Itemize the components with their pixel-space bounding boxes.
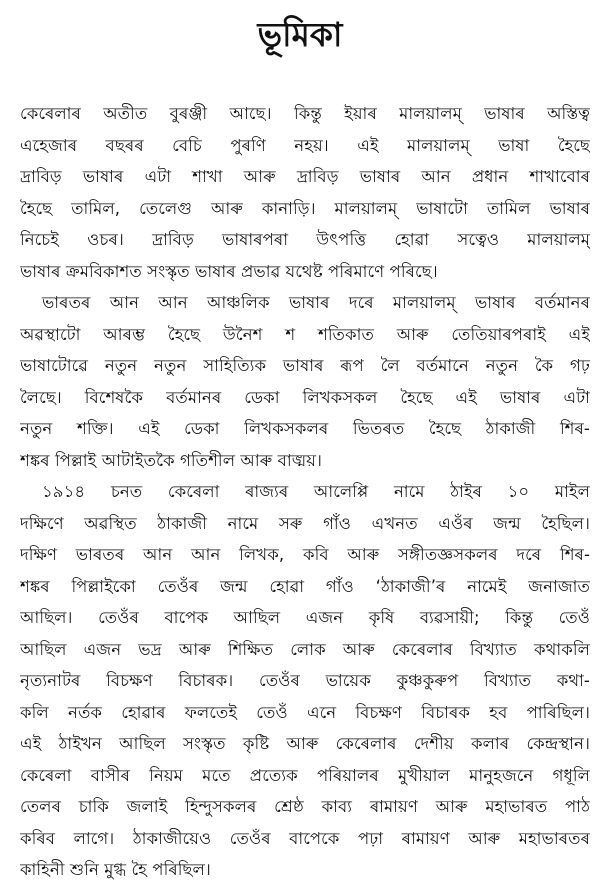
text-line: শঙ্কৰ পিল্লাই আটাইতকৈ গতিশীল আৰু বাঙ্ময়।: [20, 450, 323, 470]
text-line: নৃত্যনাটৰ বিচক্ষণ বিচাৰক। তেওঁৰ ভায়েক কুঞ্চকুৰুপ বিখ্যাত কথা-: [20, 671, 590, 690]
text-line: তেলৰ চাকি জলাই হিন্দুসকলৰ শ্ৰেষ্ঠ কাব্য ৰামায়ণ আৰু মহাভাৰত পাঠ: [20, 797, 590, 816]
text-line: হৈছে তামিল, তেলেগু আৰু কানাড়ি। মালয়ালম্‌ ভাষাটো তামিল ভাষাৰ: [20, 198, 590, 218]
text-line: কলি নৰ্তক হোৱাৰ ফলতেই তেওঁ এনে বিচক্ষণ বিচাৰক হব পাৰিছিল।: [20, 702, 590, 722]
text-line: কৰিব লাগে। ঠাকাজীয়েও তেওঁৰ বাপেকে পঢ়া ৰামায়ণ আৰু মহাভাৰতৰ: [20, 828, 590, 848]
text-line: শঙ্কৰ পিল্লাইকো তেওঁৰ জন্ম হোৱা গাঁও ‘ঠাকাজী’ৰ নামেই জনাজাত: [20, 576, 590, 596]
text-line: আছিল এজন ভদ্ৰ আৰু শিক্ষিত লোক আৰু কেৰেলাৰ বিখ্যাত কথাকলি: [20, 639, 590, 659]
text-line: নতুন শক্তি। এই ডেকা লিখকসকলৰ ভিতৰত হৈছে ঠাকাজী শিৰ-: [20, 419, 590, 438]
text-line: কেৰেলাৰ অতীত বুৰঞ্জী আছে। কিন্তু ইয়াৰ মালয়ালম্‌ ভাষাৰ অস্তিত্ব: [20, 104, 590, 123]
text-line: কাহিনী শুনি মুগ্ধ হৈ পৰিছিল।: [20, 860, 211, 879]
text-line: দ্ৰাবিড় ভাষাৰ এটা শাখা আৰু দ্ৰাবিড় ভাষাৰ আন প্ৰধান শাখাবোৰ: [20, 167, 590, 186]
text-line: ১৯১৪ চনত কেৰেলা ৰাজ্যৰ আলেপ্পি নামে ঠাইৰ ১০ মাইল: [42, 482, 590, 501]
text-line: দক্ষিণ ভাৰতৰ আন আন লিখক, কবি আৰু সঙ্গীতজ্ঞসকলৰ দৰে শিৰ-: [20, 545, 590, 564]
text-line: অৱস্থাটো আৰম্ভ হৈছে উনৈশ শ শতিকাত আৰু তেতিয়াৰপৰাই এই: [20, 324, 590, 344]
text-line: ভাষাৰ ক্ৰমবিকাশত সংস্কৃত ভাষাৰ প্ৰভাৱ যথেষ্ট পৰিমাণে পৰিছে।: [20, 261, 438, 281]
text-line: এই ঠাইখন আছিল সংস্কৃত কৃষ্টি আৰু কেৰেলাৰ দেশীয় কলাৰ কেন্দ্ৰস্থান।: [20, 734, 590, 753]
text-line: আছিল। তেওঁৰ বাপেক আছিল এজন কৃষি ব্যৱসায়ী; কিন্তু তেওঁ: [20, 608, 590, 627]
text-line: ভাষাটোৱে নতুন নতুন সাহিত্যিক ভাষাৰ ৰূপ লৈ বৰ্তমানে নতুন কৈ গঢ়: [20, 356, 590, 375]
page-title: ভূমিকা: [257, 15, 343, 54]
text-line: কেৰেলা বাসীৰ নিয়ম মতে প্ৰত্যেক পৰিয়ালৰ মুখীয়াল মানুহজনে গধূলি: [20, 765, 590, 785]
text-line: ভাৰতৰ আন আন আঞ্চলিক ভাষাৰ দৰে মালয়ালম্‌ ভাষাৰ বৰ্তমানৰ: [42, 293, 590, 312]
text-line: এহেজাৰ বছৰৰ বেচি পুৰণি নহয়। এই মালয়ালম্‌ ভাষা হৈছে: [20, 135, 590, 155]
text-line: দক্ষিণে অৱস্থিত ঠাকাজী নামে সৰু গাঁও এখনত এওঁৰ জন্ম হৈছিল।: [20, 513, 590, 533]
body-text: [20, 98, 590, 886]
text-line: লৈছে। বিশেষকৈ বৰ্তমানৰ ডেকা লিখকসকল হৈছে এই ভাষাৰ এটা: [20, 387, 590, 407]
text-line: নিচেই ওচৰ। দ্ৰাবিড় ভাষাৰপৰা উৎপত্তি হোৱা সত্বেও মালয়ালম্‌: [20, 230, 590, 249]
